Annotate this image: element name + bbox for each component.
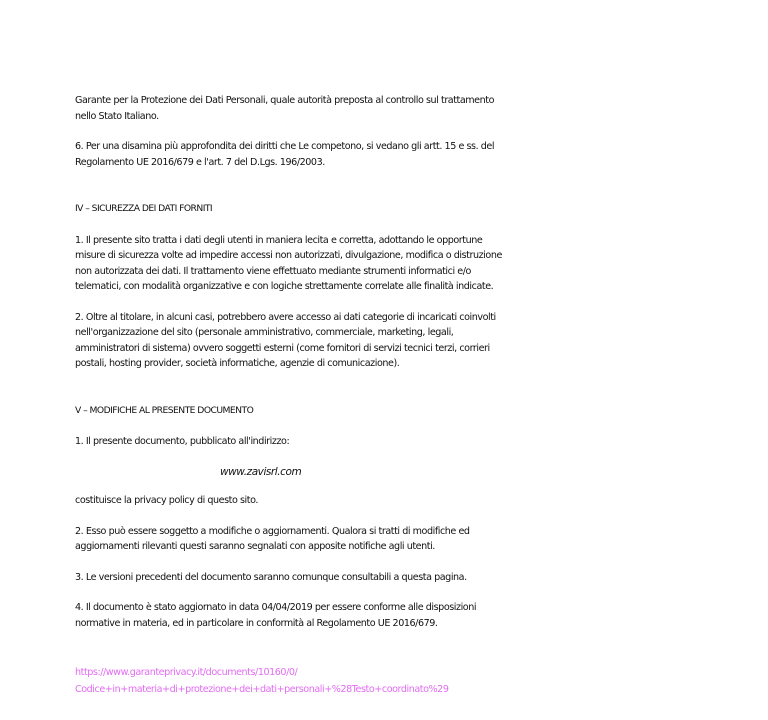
paragraph-rights-reference: 6. Per una disamina più approfondita dei diritti che Le competono, si vedano gli artt. 15 e ss. del Regolamento UE 2016/679 e l'art. 7 del D.Lgs. 196/2003.	[75, 141, 495, 168]
document-body	[75, 93, 525, 646]
site-url: www.zavisrl.com	[220, 465, 302, 478]
paragraph-changes-4: 4. Il documento è stato aggiornato in data 04/04/2019 per essere conforme alle disposizioni normative in materia, ed in particolare in conformità al Regolamento UE 2016/679.	[75, 602, 477, 629]
paragraph-security-2: 2. Oltre al titolare, in alcuni casi, potrebbero avere accesso ai dati categorie di incaricati coinvolti nell'organizzazione del sito (personale amministrativo, commerciale, marketing, legali, amministratori di sistema) ovvero soggetti esterni (come fornitori di servizi tecnici terzi, corrieri postali, hosting provider, società informatiche, agenzie di comunicazione).	[75, 311, 496, 369]
paragraph-privacy-policy: costituisce la privacy policy di questo sito.	[75, 495, 258, 506]
paragraph-changes-2: 2. Esso può essere soggetto a modifiche o aggiornamenti. Qualora si tratti di modifiche ed aggiornamenti rilevanti questi saranno segnalati con apposite notifiche agli utenti.	[75, 525, 470, 552]
paragraph-security-1: 1. Il presente sito tratta i dati degli utenti in maniera lecita e corretta, adottando le opportune misure di sicurezza volte ad impedire accessi non autorizzati, divulgazione, modifica o distruzione non autorizzata dei dati. Il trattamento viene effettuato mediante strumenti informatici e/o telematici, con modalità organizzative e con logiche strettamente correlate alle finalità indicate.	[75, 234, 502, 292]
section-heading-changes: V – MODIFICHE AL PRESENTE DOCUMENTO	[75, 404, 254, 416]
paragraph-garante: Garante per la Protezione dei Dati Personali, quale autorità preposta al controllo sul trattamento nello Stato Italiano.	[75, 95, 494, 122]
section-heading-security: IV – SICUREZZA DEI DATI FORNITI	[75, 203, 213, 214]
paragraph-changes-3: 3. Le versioni precedenti del documento saranno comunque consultabili a questa pagina.	[75, 571, 467, 583]
garante-privacy-link[interactable]: https://www.garanteprivacy.it/documents/10160/0/ Codice+in+materia+di+protezione+dei+dati+personali+%28Testo+coordinato%29	[75, 667, 449, 695]
paragraph-changes-intro: 1. Il presente documento, pubblicato all'indirizzo:	[75, 436, 290, 447]
